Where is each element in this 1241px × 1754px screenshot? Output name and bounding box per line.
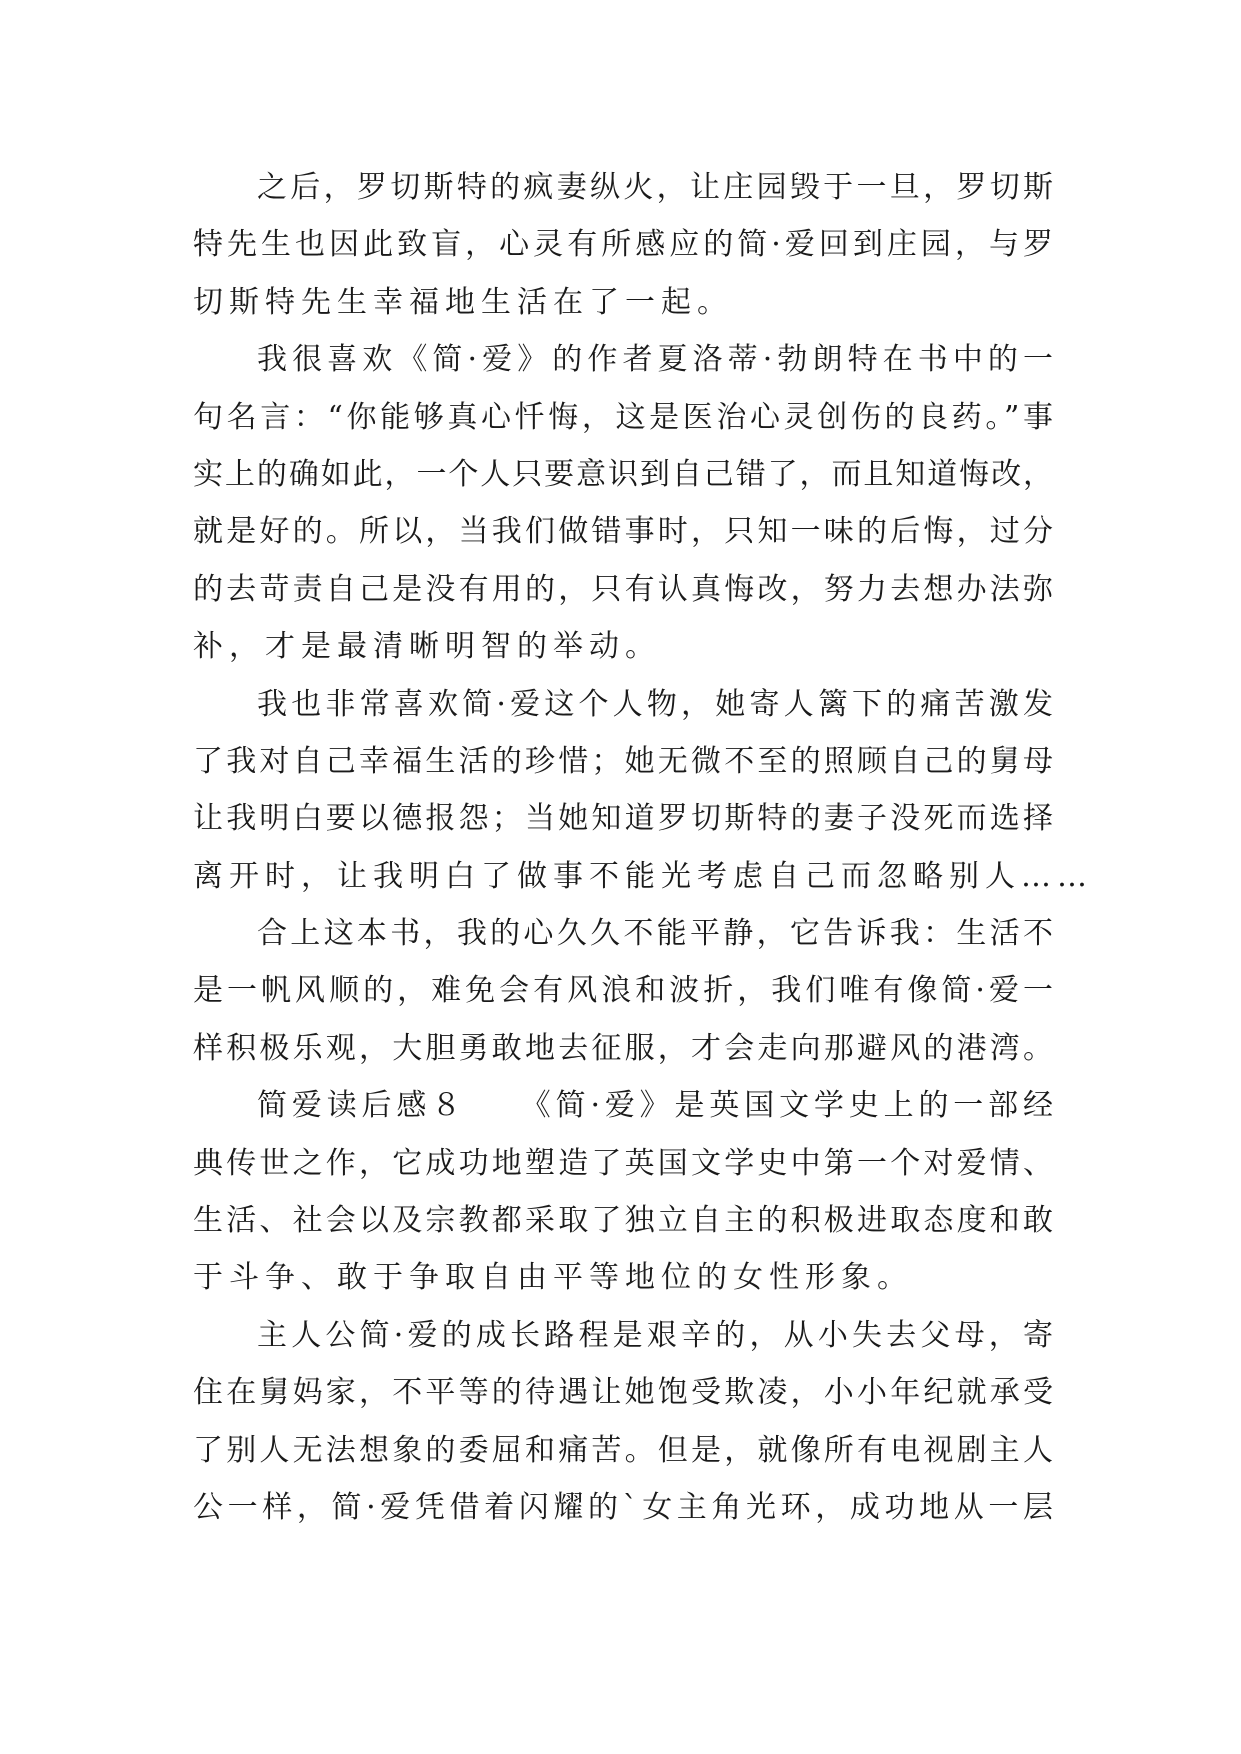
text-line: 主人公简·爱的成长路程是艰辛的，从小失去父母，寄 — [257, 1317, 1053, 1353]
paragraph-6 — [193, 1307, 1053, 1537]
text-line: 的去苛责自己是没有用的，只有认真悔改，努力去想办法弥 — [193, 571, 1053, 607]
text-line: 我也非常喜欢简·爱这个人物，她寄人篱下的痛苦激发 — [257, 686, 1053, 722]
paragraph-2 — [193, 331, 1053, 675]
text-line: 合上这本书，我的心久久不能平静，它告诉我：生活不 — [257, 916, 1053, 952]
text-line: 离开时，让我明白了做事不能光考虑自己而忽略别人…… — [193, 858, 1093, 894]
text-line: 简爱读后感８ 《简·爱》是英国文学史上的一部经 — [257, 1088, 1053, 1124]
text-line: 切斯特先生幸福地生活在了一起。 — [193, 284, 733, 320]
text-line: 典传世之作，它成功地塑造了英国文学史中第一个对爱情、 — [193, 1145, 1053, 1181]
text-line: 住在舅妈家，不平等的待遇让她饱受欺凌，小小年纪就承受 — [193, 1375, 1053, 1411]
text-line: 样积极乐观，大胆勇敢地去征服，才会走向那避风的港湾。 — [193, 1030, 1053, 1066]
text-line: 我很喜欢《简·爱》的作者夏洛蒂·勃朗特在书中的一 — [257, 342, 1053, 378]
text-line: 于斗争、敢于争取自由平等地位的女性形象。 — [193, 1260, 913, 1296]
text-line: 就是好的。所以，当我们做错事时，只知一味的后悔，过分 — [193, 514, 1053, 550]
text-line: 实上的确如此，一个人只要意识到自己错了，而且知道悔改， — [193, 456, 1053, 492]
text-line: 了别人无法想象的委屈和痛苦。但是，就像所有电视剧主人 — [193, 1432, 1053, 1468]
text-line: 句名言：“你能够真心忏悔，这是医治心灵创伤的良药。”事 — [193, 399, 1053, 435]
text-line: 特先生也因此致盲，心灵有所感应的简·爱回到庄园，与罗 — [193, 227, 1053, 263]
paragraph-5 — [193, 1077, 1053, 1307]
paragraph-3 — [193, 676, 1093, 906]
paragraph-4 — [193, 905, 1053, 1077]
text-line: 公一样，简·爱凭借着闪耀的`女主角光环，成功地从一层 — [193, 1489, 1053, 1525]
text-line: 补，才是最清晰明智的举动。 — [193, 629, 661, 665]
text-line: 了我对自己幸福生活的珍惜；她无微不至的照顾自己的舅母 — [193, 743, 1053, 779]
text-line: 生活、社会以及宗教都采取了独立自主的积极进取态度和敢 — [193, 1203, 1053, 1239]
text-line: 之后，罗切斯特的疯妻纵火，让庄园毁于一旦，罗切斯 — [257, 170, 1053, 205]
document-body — [193, 159, 1093, 1536]
paragraph-1 — [193, 159, 1053, 331]
text-line: 是一帆风顺的，难免会有风浪和波折，我们唯有像简·爱一 — [193, 973, 1053, 1009]
text-line: 让我明白要以德报怨；当她知道罗切斯特的妻子没死而选择 — [193, 801, 1053, 837]
